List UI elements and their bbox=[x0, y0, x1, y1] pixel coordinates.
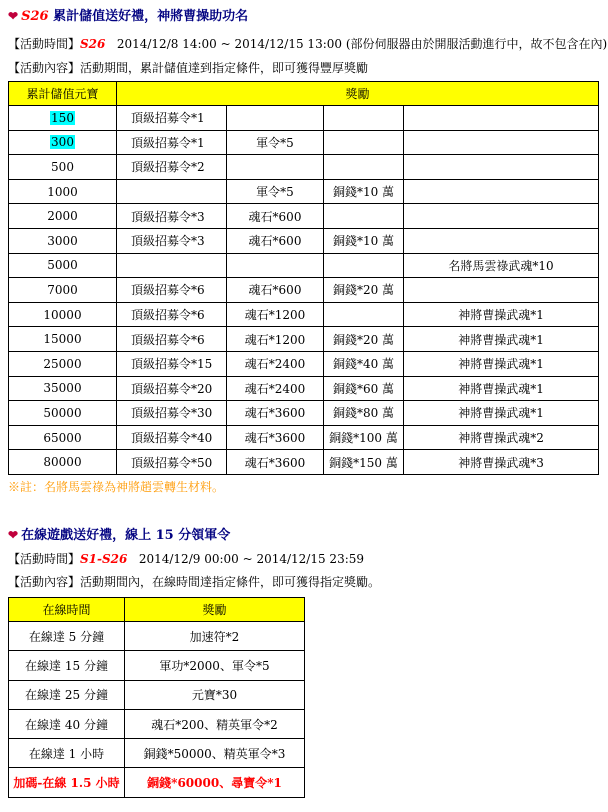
heart-icon: ❤ bbox=[8, 9, 19, 23]
event2-reward-table bbox=[8, 597, 305, 798]
amount-cell bbox=[9, 130, 117, 155]
table-row bbox=[9, 709, 305, 738]
event1-content-line bbox=[8, 57, 368, 79]
reward-cell-1: 頂級招募令*3 bbox=[117, 204, 227, 229]
header-reward: 獎勵 bbox=[125, 598, 305, 622]
table-row bbox=[9, 351, 599, 376]
amount-cell: 65000 bbox=[9, 425, 117, 450]
table-row bbox=[9, 302, 599, 327]
event1-time-value: 2014/12/8 14:00 ~ 2014/12/15 13:00 (部份伺服器由於開服活動進行中，故不包含在內) bbox=[116, 37, 608, 51]
reward-cell-4: 神將曹操武魂*3 bbox=[404, 450, 599, 475]
reward-cell-3: 銅錢*10 萬 bbox=[324, 179, 404, 204]
event1-reward-table bbox=[8, 81, 599, 475]
event2-time-line bbox=[8, 548, 364, 570]
reward-cell-4 bbox=[404, 228, 599, 253]
reward-cell-1: 頂級招募令*6 bbox=[117, 278, 227, 303]
event1-content-label: 【活動內容】 bbox=[8, 61, 81, 75]
table-row bbox=[9, 450, 599, 475]
table-row bbox=[9, 680, 305, 709]
reward-cell-4 bbox=[404, 155, 599, 180]
event2-title-text: 在線遊戲送好禮，線上 15 分領軍令 bbox=[21, 528, 231, 543]
reward-cell-3: 銅錢*100 萬 bbox=[324, 425, 404, 450]
amount-highlight: 150 bbox=[51, 110, 74, 125]
reward-cell-4 bbox=[404, 130, 599, 155]
event2-time-label: 【活動時間】 bbox=[8, 552, 81, 566]
online-time-cell: 在線達 15 分鐘 bbox=[9, 651, 125, 680]
amount-highlight: 300 bbox=[51, 135, 74, 150]
reward-cell-3: 銅錢*20 萬 bbox=[324, 327, 404, 352]
table-row bbox=[9, 106, 599, 131]
event2-time-value: 2014/12/9 00:00 ~ 2014/12/15 23:59 bbox=[138, 552, 365, 566]
event2-content-line bbox=[8, 571, 380, 593]
online-reward-cell: 元寶*30 bbox=[125, 680, 305, 709]
amount-cell: 1000 bbox=[9, 179, 117, 204]
reward-cell-4: 神將曹操武魂*1 bbox=[404, 401, 599, 426]
reward-cell-2 bbox=[227, 155, 324, 180]
header-time: 在線時間 bbox=[9, 598, 125, 622]
table-row bbox=[9, 401, 599, 426]
reward-cell-1 bbox=[117, 179, 227, 204]
reward-cell-1: 頂級招募令*3 bbox=[117, 228, 227, 253]
reward-cell-3: 銅錢*40 萬 bbox=[324, 351, 404, 376]
event1-time-label: 【活動時間】 bbox=[8, 37, 81, 51]
reward-cell-2: 魂石*3600 bbox=[227, 425, 324, 450]
online-reward-cell: 軍功*2000、軍令*5 bbox=[125, 651, 305, 680]
reward-cell-2: 魂石*3600 bbox=[227, 401, 324, 426]
reward-cell-4: 神將曹操武魂*1 bbox=[404, 351, 599, 376]
reward-cell-3 bbox=[324, 106, 404, 131]
reward-cell-4: 神將曹操武魂*1 bbox=[404, 302, 599, 327]
table-row bbox=[9, 739, 305, 768]
amount-cell: 15000 bbox=[9, 327, 117, 352]
table-row bbox=[9, 327, 599, 352]
event1-time-server: S26 bbox=[80, 37, 106, 51]
reward-cell-3 bbox=[324, 302, 404, 327]
reward-cell-4 bbox=[404, 204, 599, 229]
table-row bbox=[9, 278, 599, 303]
reward-cell-3 bbox=[324, 155, 404, 180]
reward-cell-2: 魂石*1200 bbox=[227, 302, 324, 327]
reward-cell-4: 神將曹操武魂*2 bbox=[404, 425, 599, 450]
bonus-row bbox=[9, 768, 305, 797]
reward-cell-1: 頂級招募令*15 bbox=[117, 351, 227, 376]
event1-title bbox=[8, 6, 248, 26]
reward-cell-2: 魂石*1200 bbox=[227, 327, 324, 352]
reward-cell-3: 銅錢*150 萬 bbox=[324, 450, 404, 475]
table-row bbox=[9, 425, 599, 450]
reward-cell-3 bbox=[324, 204, 404, 229]
event1-time-line bbox=[8, 33, 607, 55]
amount-cell: 5000 bbox=[9, 253, 117, 278]
amount-cell: 25000 bbox=[9, 351, 117, 376]
reward-cell-2 bbox=[227, 106, 324, 131]
reward-cell-3 bbox=[324, 253, 404, 278]
reward-cell-4: 名將馬雲祿武魂*10 bbox=[404, 253, 599, 278]
table-row bbox=[9, 130, 599, 155]
amount-cell bbox=[9, 106, 117, 131]
heart-icon: ❤ bbox=[8, 528, 19, 542]
event1-server-tag: S26 bbox=[21, 9, 49, 24]
reward-cell-1 bbox=[117, 253, 227, 278]
reward-cell-2: 魂石*2400 bbox=[227, 376, 324, 401]
reward-cell-1: 頂級招募令*6 bbox=[117, 327, 227, 352]
event2-title bbox=[8, 525, 230, 545]
header-reward: 獎勵 bbox=[117, 82, 599, 106]
reward-cell-3: 銅錢*80 萬 bbox=[324, 401, 404, 426]
reward-cell-2: 軍令*5 bbox=[227, 179, 324, 204]
reward-cell-4: 神將曹操武魂*1 bbox=[404, 376, 599, 401]
online-time-cell: 在線達 40 分鐘 bbox=[9, 709, 125, 738]
reward-cell-1: 頂級招募令*30 bbox=[117, 401, 227, 426]
event1-title-text: 累計儲值送好禮，神將曹操助功名 bbox=[53, 9, 249, 24]
event2-content-label: 【活動內容】 bbox=[8, 575, 81, 589]
amount-cell: 35000 bbox=[9, 376, 117, 401]
reward-cell-4 bbox=[404, 106, 599, 131]
amount-cell: 10000 bbox=[9, 302, 117, 327]
reward-cell-1: 頂級招募令*40 bbox=[117, 425, 227, 450]
reward-cell-1: 頂級招募令*1 bbox=[117, 106, 227, 131]
event2-table-header bbox=[9, 598, 305, 622]
event2-content-value: 活動期間內，在線時間達指定條件，即可獲得指定獎勵。 bbox=[80, 575, 381, 589]
bonus-reward-cell: 銅錢*60000、尋寶令*1 bbox=[125, 768, 305, 797]
reward-cell-1: 頂級招募令*50 bbox=[117, 450, 227, 475]
amount-cell: 3000 bbox=[9, 228, 117, 253]
table-row bbox=[9, 204, 599, 229]
reward-cell-2 bbox=[227, 253, 324, 278]
reward-cell-4 bbox=[404, 179, 599, 204]
header-amount: 累計儲值元寶 bbox=[9, 82, 117, 106]
event1-content-value: 活動期間，累計儲值達到指定條件，即可獲得豐厚獎勵 bbox=[80, 61, 369, 75]
online-time-cell: 在線達 25 分鐘 bbox=[9, 680, 125, 709]
amount-cell: 7000 bbox=[9, 278, 117, 303]
table-row bbox=[9, 155, 599, 180]
table-row bbox=[9, 228, 599, 253]
amount-cell: 500 bbox=[9, 155, 117, 180]
online-time-cell: 在線達 1 小時 bbox=[9, 739, 125, 768]
table-row bbox=[9, 376, 599, 401]
reward-cell-2: 魂石*600 bbox=[227, 278, 324, 303]
reward-cell-3: 銅錢*20 萬 bbox=[324, 278, 404, 303]
reward-cell-2: 魂石*2400 bbox=[227, 351, 324, 376]
table-row bbox=[9, 651, 305, 680]
online-time-cell: 在線達 5 分鐘 bbox=[9, 622, 125, 651]
reward-cell-4: 神將曹操武魂*1 bbox=[404, 327, 599, 352]
online-reward-cell: 加速符*2 bbox=[125, 622, 305, 651]
reward-cell-1: 頂級招募令*6 bbox=[117, 302, 227, 327]
reward-cell-3: 銅錢*60 萬 bbox=[324, 376, 404, 401]
amount-cell: 50000 bbox=[9, 401, 117, 426]
event1-table-header bbox=[9, 82, 599, 106]
reward-cell-4 bbox=[404, 278, 599, 303]
table-row bbox=[9, 253, 599, 278]
bonus-time-cell: 加碼-在線 1.5 小時 bbox=[9, 768, 125, 797]
reward-cell-1: 頂級招募令*1 bbox=[117, 130, 227, 155]
table-row bbox=[9, 622, 305, 651]
reward-cell-2: 魂石*600 bbox=[227, 204, 324, 229]
online-reward-cell: 銅錢*50000、精英軍令*3 bbox=[125, 739, 305, 768]
reward-cell-3: 銅錢*10 萬 bbox=[324, 228, 404, 253]
reward-cell-2: 軍令*5 bbox=[227, 130, 324, 155]
reward-cell-3 bbox=[324, 130, 404, 155]
reward-cell-1: 頂級招募令*2 bbox=[117, 155, 227, 180]
event1-note: ※註：名將馬雲祿為神將趙雲轉生材料。 bbox=[8, 480, 225, 494]
amount-cell: 2000 bbox=[9, 204, 117, 229]
event2-time-server: S1-S26 bbox=[80, 552, 128, 566]
reward-cell-2: 魂石*3600 bbox=[227, 450, 324, 475]
reward-cell-1: 頂級招募令*20 bbox=[117, 376, 227, 401]
amount-cell: 80000 bbox=[9, 450, 117, 475]
reward-cell-2: 魂石*600 bbox=[227, 228, 324, 253]
table-row bbox=[9, 179, 599, 204]
online-reward-cell: 魂石*200、精英軍令*2 bbox=[125, 709, 305, 738]
